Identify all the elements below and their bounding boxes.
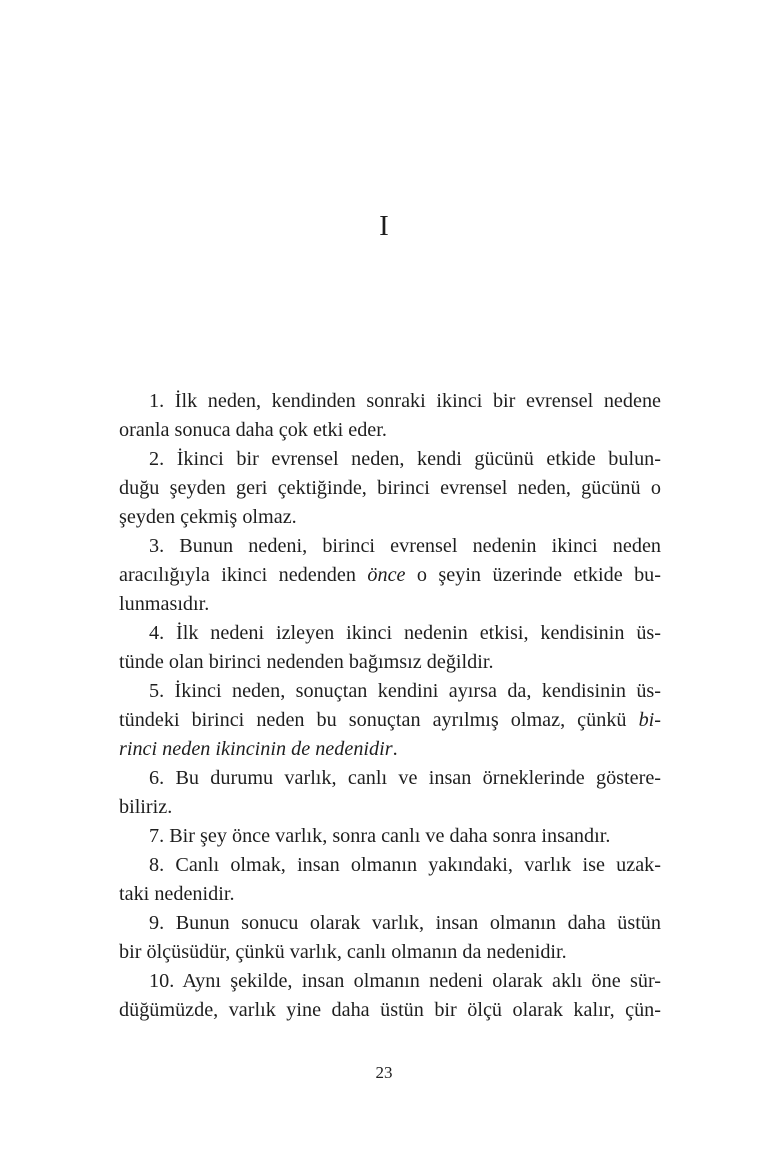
paragraph [119,851,661,909]
text-line [119,561,661,590]
text-segment: tünde olan birinci nedenden bağımsız değildir. [119,651,494,673]
paragraph [119,822,661,851]
text-line [119,503,661,532]
paragraph [119,764,661,822]
text-line [119,967,661,996]
text-segment: 7. Bir şey önce varlık, sonra canlı ve daha sonra insandır. [149,825,611,847]
text-line [119,706,661,735]
chapter-heading: I [379,210,389,242]
text-segment: 3. Bunun nedeni, birinci evrensel nedenin ikinci neden [149,535,661,557]
text-segment: 10. Aynı şekilde, insan olmanın nedeni olarak aklı öne sür- [149,970,661,992]
text-segment: lunmasıdır. [119,593,210,615]
text-line [119,996,661,1025]
text-segment: 2. İkinci bir evrensel neden, kendi gücünü etkide bulun- [149,448,661,470]
text-segment: biliriz. [119,796,173,818]
text-line [119,474,661,503]
text-line [119,445,661,474]
paragraph [119,619,661,677]
text-segment: taki nedenidir. [119,883,235,905]
text-line [119,677,661,706]
paragraph [119,387,661,445]
text-line [119,880,661,909]
text-line [119,416,661,445]
italic-text: bi- [638,709,661,731]
text-segment: 8. Canlı olmak, insan olmanın yakındaki, varlık ise uzak- [149,854,661,876]
text-segment: 9. Bunun sonucu olarak varlık, insan olmanın daha üstün [149,912,661,934]
text-segment: oranla sonuca daha çok etki eder. [119,419,387,441]
text-line [119,590,661,619]
text-line [119,938,661,967]
text-segment: şeyden çekmiş olmaz. [119,506,297,528]
text-segment: tündeki birinci neden bu sonuçtan ayrılmış olmaz, çünkü [119,709,639,731]
text-segment: düğümüzde, varlık yine daha üstün bir ölçü olarak kalır, çün- [119,999,661,1021]
text-line [119,619,661,648]
paragraph [119,909,661,967]
paragraph [119,967,661,1025]
text-segment: aracılığıyla ikinci nedenden [119,564,368,586]
text-line [119,822,661,851]
paragraph [119,532,661,619]
page-number: 23 [375,1063,393,1082]
text-line [119,909,661,938]
text-segment: o şeyin üzerinde etkide bu- [405,564,661,586]
paragraph [119,677,661,764]
text-line [119,851,661,880]
text-line [119,387,661,416]
text-line [119,764,661,793]
text-segment: 1. İlk neden, kendinden sonraki ikinci bir evrensel nedene [149,390,661,412]
text-line [119,532,661,561]
text-segment: 4. İlk nedeni izleyen ikinci nedenin etkisi, kendisinin üs- [149,622,661,644]
text-segment: bir ölçüsüdür, çünkü varlık, canlı olmanın da nedenidir. [119,941,567,963]
italic-text: rinci neden ikincinin de nedenidir [119,738,393,760]
italic-text: önce [367,564,406,586]
text-segment: 6. Bu durumu varlık, canlı ve insan örneklerinde göstere- [149,767,661,789]
body-text [119,387,661,1025]
text-line [119,793,661,822]
text-line [119,735,661,764]
text-segment: duğu şeyden geri çektiğinde, birinci evrensel neden, gücünü o [119,477,661,499]
paragraph [119,445,661,532]
text-segment: 5. İkinci neden, sonuçtan kendini ayırsa da, kendisinin üs- [149,680,661,702]
text-line [119,648,661,677]
text-segment: . [392,738,398,760]
